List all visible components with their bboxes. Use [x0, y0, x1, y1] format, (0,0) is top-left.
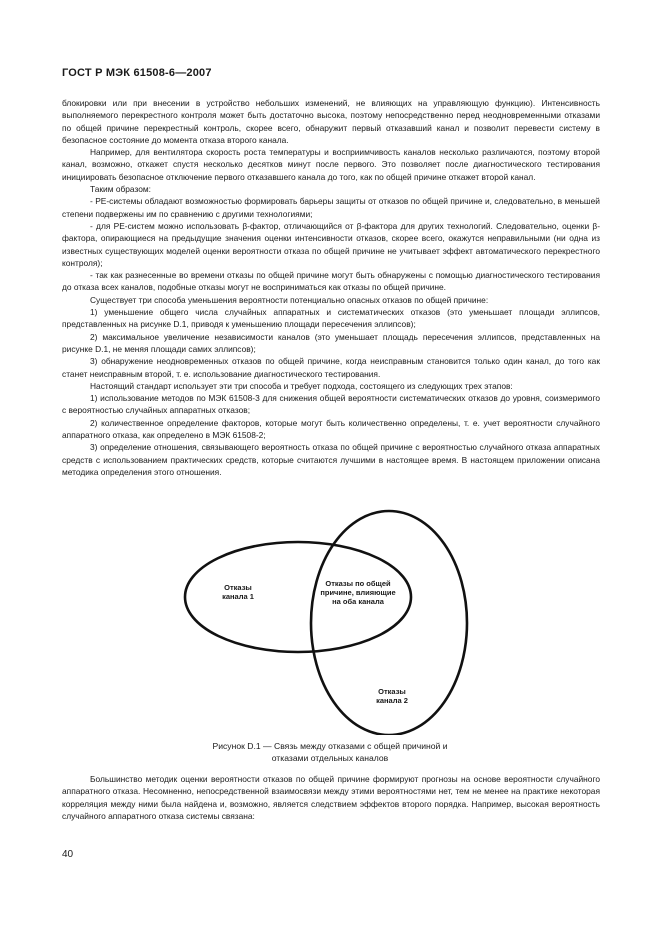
- figure-caption: [120, 740, 540, 764]
- body-text-bottom: [62, 773, 600, 822]
- list-item: - так как разнесенные во времени отказы по общей причине могут быть обнаружены с помощью диагностического тестирования до отказа всех каналов, подобные отказы могут не восприниматься как отказы по общей причине.: [62, 270, 600, 293]
- paragraph: Большинство методик оценки вероятности отказов по общей причине формируют прогнозы на основе вероятности случайного аппаратного отказа. Несомненно, непосредственной взаимосвязи между этими вероятностями нет, тем не менее на практике некоторая корреляция между ними была найдена и, возможно, является следствием эффектов второго порядка. Например, высокая вероятность случайного аппаратного отказа системы связана:: [62, 774, 600, 821]
- channel-1-label: Отказы канала 1: [222, 583, 254, 601]
- caption-line-2: отказами отдельных каналов: [271, 753, 389, 763]
- list-item: 1) использование методов по МЭК 61508-3 для снижения общей вероятности систематических отказов до уровня, соизмеримого с вероятностью случайных аппаратных отказов;: [62, 393, 600, 416]
- list-item: - PE-системы обладают возможностью формировать барьеры защиты от отказов по общей причине и, следовательно, в меньшей степени подвержены им по сравнению с другими технологиями;: [62, 196, 600, 219]
- venn-diagram: [180, 505, 480, 735]
- body-text-top: [62, 97, 600, 478]
- paragraph: Существует три способа уменьшения вероятности потенциально опасных отказов по общей причине:: [90, 294, 489, 305]
- list-item: 3) определение отношения, связывающего вероятность отказа по общей причине с вероятностью случайного отказа аппаратных средств с использованием практических средств, которые считаются лучшими в настоящее время. В настоящем приложении описана методика определения этого отношения.: [62, 442, 600, 477]
- page-number: 40: [62, 849, 74, 860]
- list-item: 3) обнаружение неодновременных отказов по общей причине, когда неисправным становится только один канал, до того как станет неисправным второй, т. е. использование диагностического тестирования.: [62, 356, 600, 379]
- document-header: ГОСТ Р МЭК 61508-6—2007: [62, 67, 212, 79]
- list-item: 1) уменьшение общего числа случайных аппаратных и систематических отказов (это уменьшает площади эллипсов, представленных на рисунке D.1, приводя к уменьшению площади пересечения эллипсов);: [62, 307, 600, 330]
- common-cause-label: Отказы по общей причине, влияющие на оба канала: [320, 579, 396, 606]
- paragraph: блокировки или при внесении в устройство небольших изменений, не влияющих на управляющую функцию). Интенсивность выполняемого перекрестного контроля может быть достаточно высока, поэтому непосредственно перед неодновременными отказами по общей причине перекрестный контроль, скорее всего, обнаружит первый отказавший канал и позволит перевести систему в безопасное состояние до момента отказа второго канала.: [62, 98, 600, 145]
- venn-diagram-figure: [180, 505, 480, 735]
- list-item: 2) максимальное увеличение независимости каналов (это уменьшает площадь пересечения эллипсов, представленных на рисунке D.1, не меняя площади самих эллипсов);: [62, 331, 600, 354]
- paragraph: Например, для вентилятора скорость роста температуры и восприимчивость каналов несколько различаются, поэтому второй канал, возможно, откажет спустя несколько десятков минут после первого. Это позволяет после диагностического тестирования инициировать безопасное отключение первого отказавшего канала до того, как по общей причине откажет второй канал.: [62, 147, 600, 182]
- caption-line-1: Рисунок D.1 — Связь между отказами с общей причиной и: [212, 741, 448, 751]
- paragraph: Настоящий стандарт использует эти три способа и требует подхода, состоящего из следующих трех этапов:: [90, 380, 513, 391]
- paragraph: Таким образом:: [90, 184, 151, 195]
- channel-2-label: Отказы канала 2: [376, 687, 408, 705]
- list-item: 2) количественное определение факторов, которые могут быть количественно определены, т. е. учет вероятности случайного аппаратного отказа, как определено в МЭК 61508-2;: [62, 417, 600, 441]
- list-item: - для PE-систем можно использовать β-фактор, отличающийся от β-фактора для других технологий. Следовательно, оценки β-фактора, опирающиеся на предыдущие значения оценки интенсивности отказов, скорее всего, окажутся неправильными (ни одна из известных существующих моделей оценки вероятности отказа по общей причине не учитывает эффект автоматического перекрестного контроля);: [62, 220, 600, 268]
